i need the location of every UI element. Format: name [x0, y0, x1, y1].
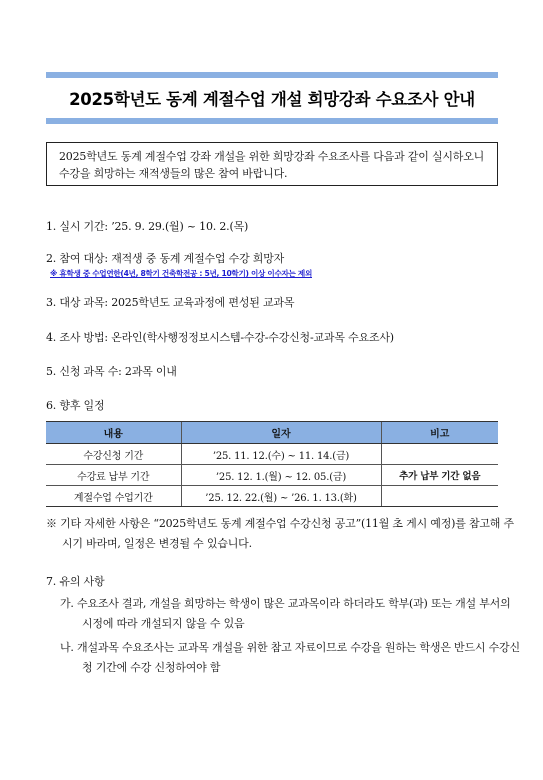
row-content: 수강신청 기간	[46, 444, 181, 465]
target-note: ※ 휴학생 중 수업연한(4년, 8학기 건축학전공 : 5년, 10학기) 이상 이수자는 제외	[50, 269, 312, 278]
row-date: ’25. 11. 12.(수) ~ 11. 14.(금)	[181, 444, 381, 465]
item-period: 1. 실시 기간: ’25. 9. 29.(월) ~ 10. 2.(목)	[46, 220, 249, 233]
row-date: ’25. 12. 22.(월) ~ ’26. 1. 13.(화)	[181, 486, 381, 507]
etc-note: ※ 기타 자세한 사항은 “2025학년도 동계 계절수업 수강신청 공고”(11월 초 게시 예정)를 참고해 주시기 바라며, 일정은 변경될 수 있습니다.	[46, 517, 514, 550]
row-remark	[381, 486, 498, 507]
row-date: ’25. 12. 1.(월) ~ 12. 05.(금)	[181, 465, 381, 486]
table-row	[46, 444, 498, 465]
row-remark: 추가 납부 기간 없음	[381, 465, 498, 486]
caution-heading: 7. 유의 사항	[46, 575, 105, 588]
row-content: 계절수업 수업기간	[46, 486, 181, 507]
table-row	[46, 486, 498, 507]
table-row	[46, 465, 498, 486]
row-remark	[381, 444, 498, 465]
schedule-heading: 6. 향후 일정	[46, 399, 105, 412]
header-date: 일자	[181, 422, 381, 444]
item-target: 2. 참여 대상: 재적생 중 동계 계절수업 수강 희망자	[46, 252, 285, 265]
caution-b: 나. 개설과목 수요조사는 교과목 개설을 위한 참고 자료이므로 수강을 원하는 학생은 반드시 수강신청 기간에 수강 신청하여야 함	[60, 641, 520, 674]
schedule-header-row	[46, 422, 498, 444]
row-content: 수강료 납부 기간	[46, 465, 181, 486]
item-courses: 3. 대상 과목: 2025학년도 교육과정에 편성된 교과목	[46, 296, 295, 309]
intro-box: 2025학년도 동계 계절수업 강좌 개설을 위한 희망강좌 수요조사를 다음과 같이 실시하오니 수강을 희망하는 재적생들의 많은 참여 바랍니다.	[46, 142, 498, 186]
header-content: 내용	[46, 422, 181, 444]
page-title: 2025학년도 동계 계절수업 개설 희망강좌 수요조사 안내	[69, 90, 475, 109]
title-band-bottom	[46, 118, 498, 124]
caution-a: 가. 수요조사 결과, 개설을 희망하는 학생이 많은 교과목이라 하더라도 학부(과) 또는 개설 부서의 시정에 따라 개설되지 않을 수 있음	[60, 597, 511, 630]
item-limit: 5. 신청 과목 수: 2과목 이내	[46, 365, 177, 378]
title-band-top	[46, 72, 498, 78]
header-remark: 비고	[381, 422, 498, 444]
item-method: 4. 조사 방법: 온라인(학사행정정보시스템-수강-수강신청-교과목 수요조사)	[46, 331, 394, 344]
schedule-table	[46, 421, 498, 507]
